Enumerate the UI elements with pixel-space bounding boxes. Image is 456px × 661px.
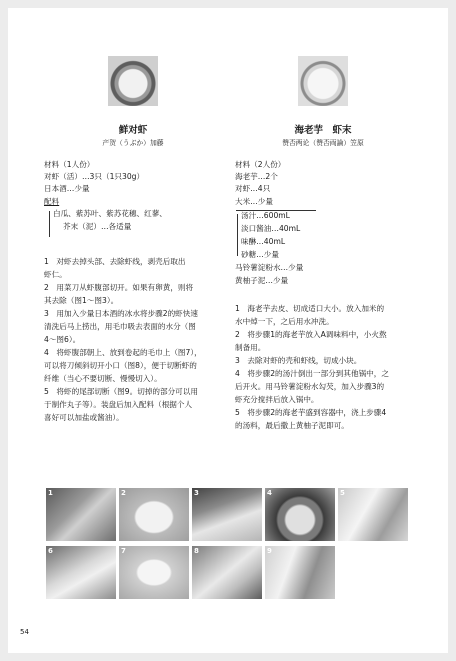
left-step-line: 可以将刀倾斜切开小口（图8），便于切断虾的 [44,361,197,370]
left-step-line: 其去除（图1～图3）。 [44,296,119,305]
left-ingredients-header: 材料（1人份） [44,160,95,169]
left-step-line: 清洗后马上捞出，用毛巾吸去表面的水分（图 [44,322,196,331]
right-recipe-author: 赞否两论（赞否両論）笠原 [282,139,364,147]
left-step-line: 2 用菜刀从虾腹部切开。如果有卵黄，则将 [44,283,194,292]
right-ingredient: 对虾…4只 [235,184,271,193]
step-photo-number: 9 [267,547,272,555]
step-photo [265,488,335,541]
left-step-line: 纤维（当心不要切断、慢慢切入）。 [44,374,162,383]
step-photo-number: 2 [121,489,126,497]
right-step-line: 后开火。用马铃薯淀粉水勾芡，加入步骤3的 [235,382,385,391]
right-ingredient: 马铃薯淀粉水…少量 [235,263,304,272]
left-ingredient: 日本酒…少量 [44,184,90,193]
right-step-line: 水中焯一下，之后用水冲洗。 [235,317,334,326]
broth-item: 味醂…40mL [241,237,286,246]
left-step-line: 4 将虾腹部朝上、放到卷起的毛巾上（图7）， [44,348,202,357]
step-photo [265,546,335,599]
left-step-line: 4～图6）。 [44,335,81,344]
step-photo-number: 7 [121,547,126,555]
left-recipe-title: 鲜对虾 [118,125,148,136]
step-photo-number: 8 [194,547,199,555]
left-step-line: 喜好可以加盐或酱油）。 [44,413,124,422]
left-step-line: 1 对虾去掉头部、去除虾线，剥壳后取出 [44,257,186,266]
condiment-item: 白瓜、紫苏叶、紫苏花穗、红蓼、 [53,209,167,218]
right-ingredient: 大米…少量 [235,197,273,206]
right-step-line: 2 将步骤1的海老芋放入A调味料中，小火熬 [235,330,387,339]
left-step-line: 于制作丸子等）。装盘后加入配料（根据个人 [44,400,193,409]
left-step-line: 虾仁。 [44,270,67,279]
right-step-line: 的汤料，最后撒上黄柚子泥即可。 [235,421,349,430]
page [8,8,448,653]
dish-photo-taro [298,56,348,106]
step-photo [192,488,262,541]
step-photo-number: 4 [267,489,272,497]
left-ingredient: 对虾（活）…3只（1只30g） [44,172,145,181]
broth-bracket [237,214,238,256]
step-photo-grid [46,488,412,600]
step-photo [119,488,189,541]
broth-item: 汤汁…600mL [241,211,290,220]
page-number: 54 [20,628,29,636]
right-step-line: 制备用。 [235,343,266,352]
step-photo [338,488,408,541]
step-photo [46,546,116,599]
condiment-bracket [49,211,50,237]
right-step-line: 3 去除对虾的壳和虾线，切成小块。 [235,356,362,365]
right-ingredients-header: 材料（2人份） [235,160,286,169]
step-photo [46,488,116,541]
step-photo [192,546,262,599]
left-step-line: 3 用加入少量日本酒的冰水将步骤2的虾快速 [44,309,198,318]
dish-photo-shrimp [108,56,158,106]
right-step-line: 虾充分搅拌后放入锅中。 [235,395,319,404]
left-step-line: 5 将虾的尾部切断（图9。切掉的部分可以用 [44,387,198,396]
broth-item: 淡口酱油…40mL [241,224,301,233]
right-step-line: 5 将步骤2的海老芋盛到容器中，浇上步骤4 [235,408,387,417]
right-step-line: 1 海老芋去皮、切成适口大小。放入加米的 [235,304,385,313]
step-photo-number: 5 [340,489,345,497]
broth-item: 砂糖…少量 [241,250,279,259]
right-step-line: 4 将步骤2的汤汁倒出一部分到其他锅中，之 [235,369,389,378]
step-photo [119,546,189,599]
step-photo-number: 1 [48,489,53,497]
right-ingredient: 黄柚子泥…少量 [235,276,289,285]
right-recipe-title: 海老芋 虾末 [294,125,352,136]
left-recipe-author: 产贺（うぶか）加藤 [102,139,164,147]
condiment-item: 芥末（泥）…各适量 [63,222,132,231]
right-ingredient: 海老芋…2个 [235,172,278,181]
condiment-label: 配料 [44,197,60,206]
step-photo-number: 6 [48,547,53,555]
step-photo-number: 3 [194,489,199,497]
